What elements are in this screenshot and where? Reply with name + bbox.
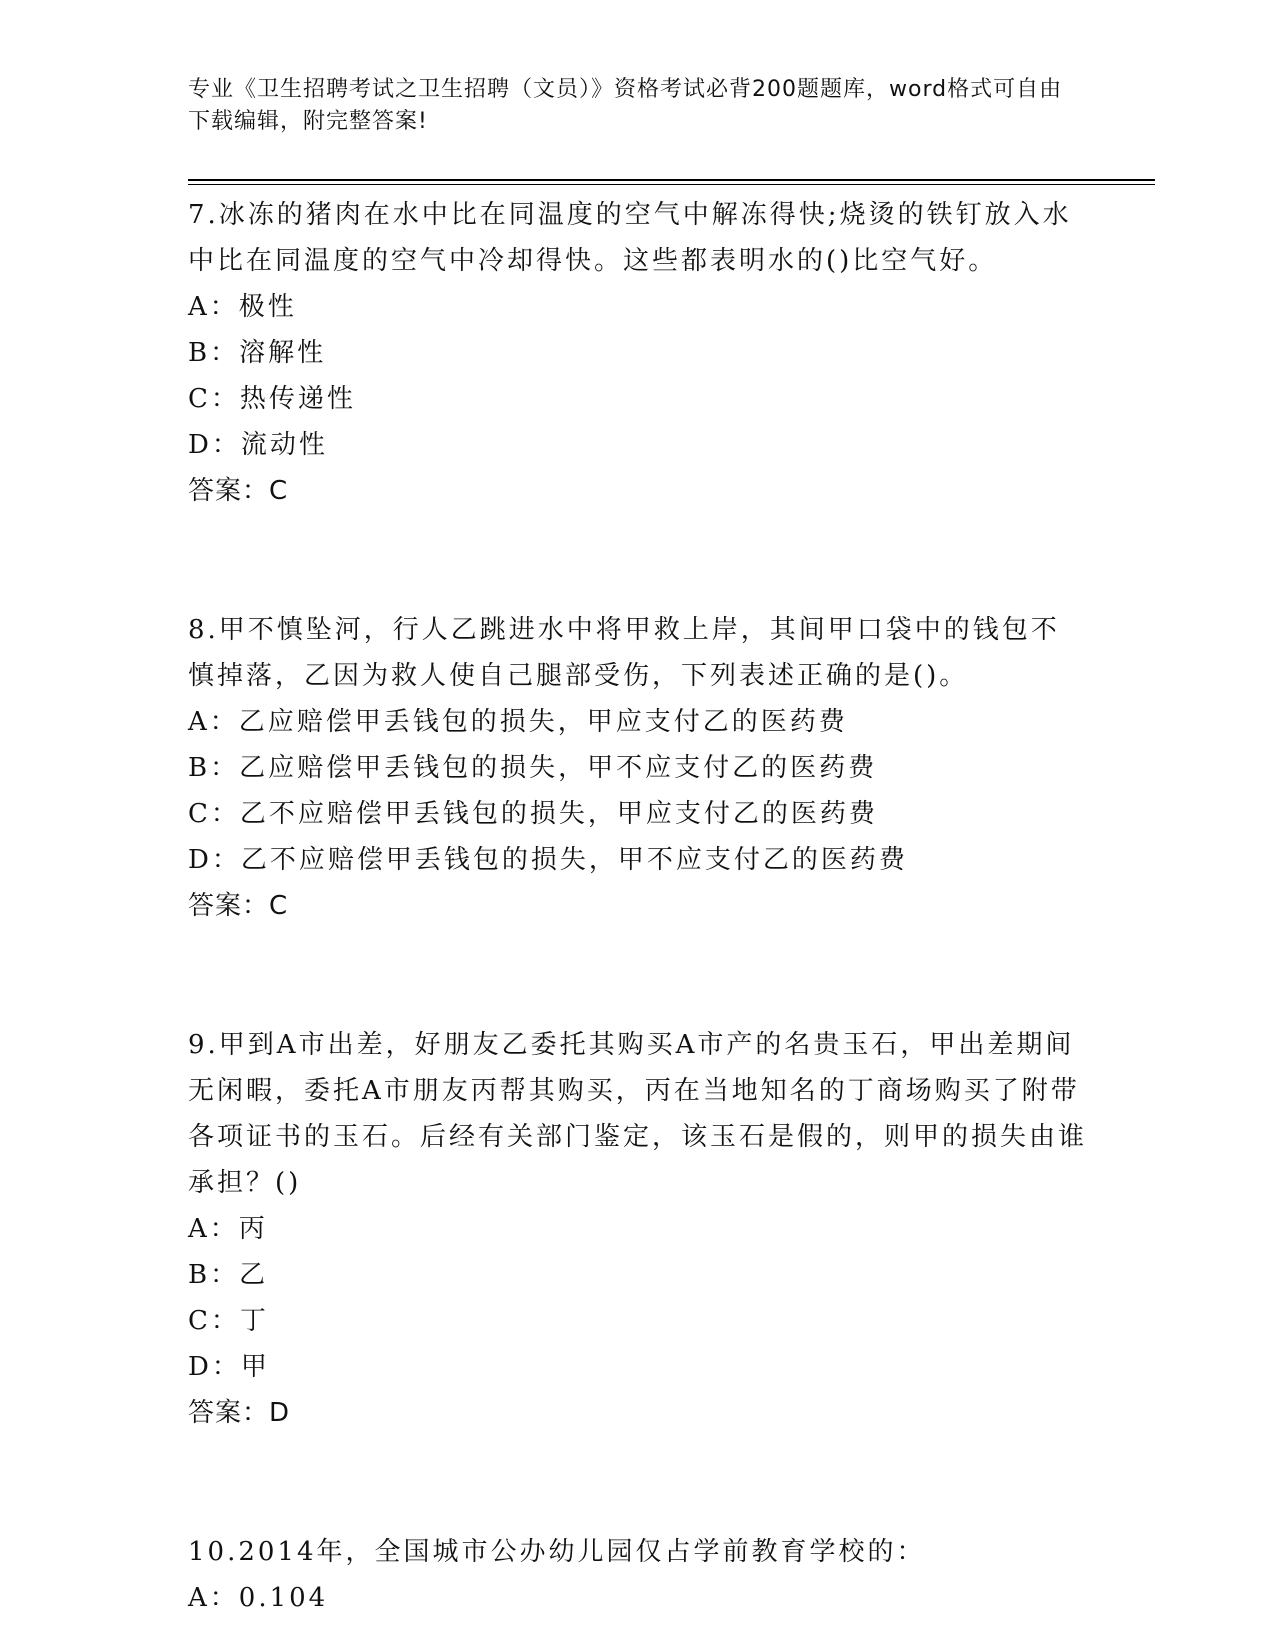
option-c: C：乙不应赔偿甲丢钱包的损失，甲应支付乙的医药费 [188, 799, 878, 829]
question-spacer [188, 1436, 1088, 1527]
question-8 [188, 605, 1088, 929]
option-b: B：乙 [188, 1260, 269, 1290]
option-d: D：乙不应赔偿甲丢钱包的损失，甲不应支付乙的医药费 [188, 845, 908, 875]
option-c: C：丁 [188, 1306, 269, 1336]
answer-line: 答案：C [188, 476, 289, 506]
question-stem: 8.甲不慎坠河，行人乙跳进水中将甲救上岸，其间甲口袋中的钱包不慎掉落，乙因为救人使自己腿部受伤，下列表述正确的是()。 [188, 615, 1060, 691]
option-a: A：0.104 [188, 1583, 329, 1613]
option-b: B：溶解性 [188, 338, 327, 368]
option-c: C：热传递性 [188, 384, 356, 414]
question-9 [188, 1020, 1088, 1436]
answer-line: 答案：D [188, 1398, 291, 1428]
question-spacer [188, 514, 1088, 605]
question-list [188, 190, 1088, 1621]
question-7 [188, 190, 1088, 514]
option-d: D：甲 [188, 1352, 270, 1382]
answer-line: 答案：C [188, 891, 289, 921]
option-a: A：极性 [188, 292, 297, 322]
question-spacer [188, 929, 1088, 1020]
question-stem: 7.冰冻的猪肉在水中比在同温度的空气中解冻得快;烧烫的铁钉放入水中比在同温度的空气中冷却得快。这些都表明水的()比空气好。 [188, 200, 1072, 276]
header-divider-thin [188, 184, 1155, 185]
question-stem: 9.甲到A市出差，好朋友乙委托其购买A市产的名贵玉石，甲出差期间无闲暇，委托A市朋友丙帮其购买，丙在当地知名的丁商场购买了附带各项证书的玉石。后经有关部门鉴定，该玉石是假的，则甲的损失由谁承担？() [188, 1030, 1088, 1198]
option-d: D：流动性 [188, 430, 328, 460]
question-10 [188, 1527, 1088, 1621]
header-intro-text: 专业《卫生招聘考试之卫生招聘（文员）》资格考试必背200题题库，word格式可自由下载编辑，附完整答案! [188, 77, 1063, 134]
option-a: A：乙应赔偿甲丢钱包的损失，甲应支付乙的医药费 [188, 707, 848, 737]
header-divider-thick [188, 179, 1155, 181]
option-a: A：丙 [188, 1214, 268, 1244]
question-stem: 10.2014年，全国城市公办幼儿园仅占学前教育学校的： [188, 1537, 926, 1567]
option-b: B：乙应赔偿甲丢钱包的损失，甲不应支付乙的医药费 [188, 753, 878, 783]
document-header [188, 74, 1068, 138]
